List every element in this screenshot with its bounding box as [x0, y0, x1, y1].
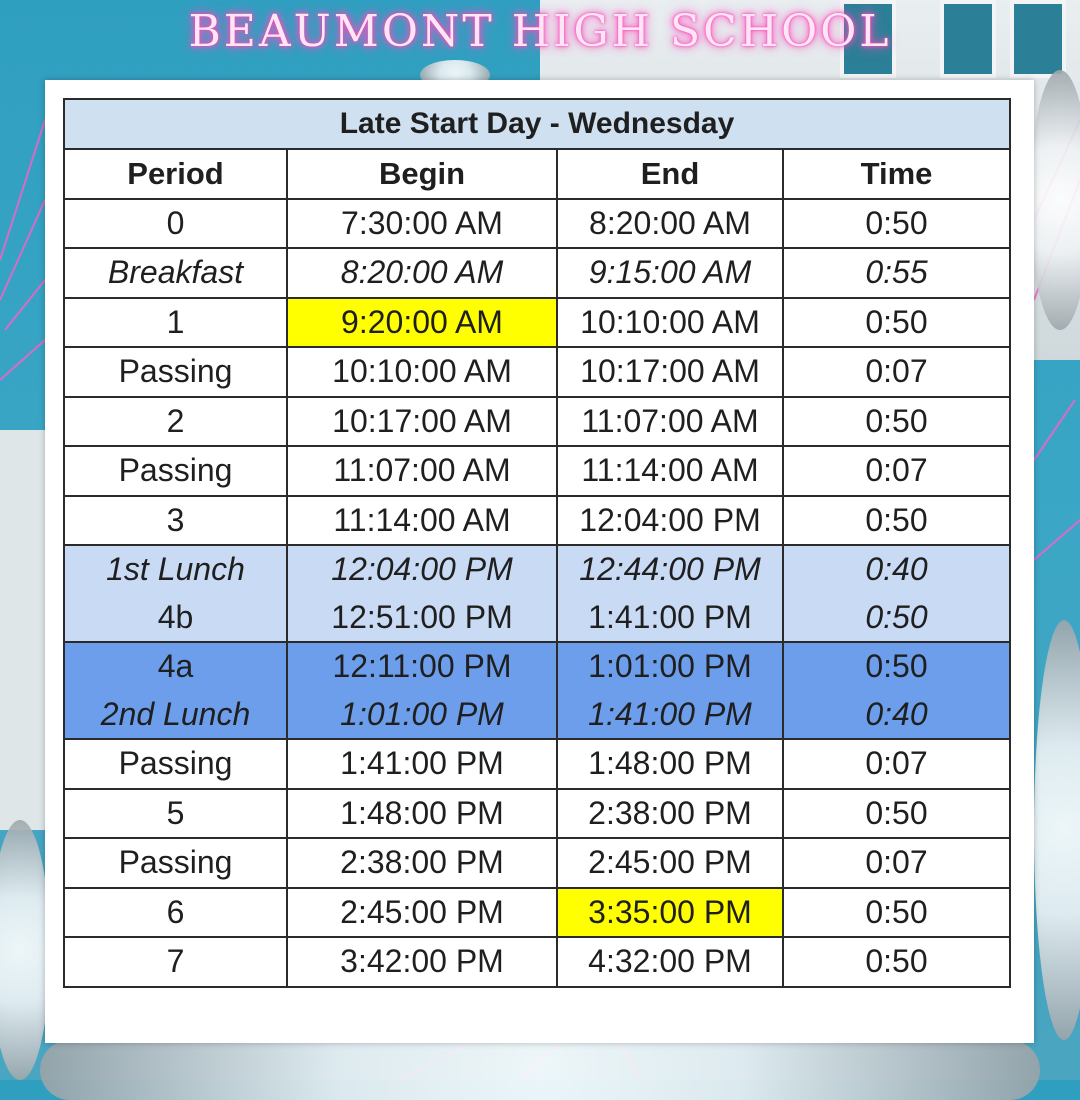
begin-cell: 11:14:00 AM	[287, 496, 557, 546]
end-cell: 11:07:00 AM	[557, 397, 783, 447]
period-cell: Passing	[64, 838, 287, 888]
table-row	[64, 739, 1010, 789]
table-row	[64, 937, 1010, 987]
begin-cell: 12:11:00 PM	[287, 642, 557, 691]
period-cell: 7	[64, 937, 287, 987]
begin-cell: 10:17:00 AM	[287, 397, 557, 447]
school-title: BEAUMONT HIGH SCHOOL	[188, 6, 892, 57]
table-row	[64, 888, 1010, 938]
table-row	[64, 838, 1010, 888]
period-cell: 4a	[64, 642, 287, 691]
period-cell: Passing	[64, 739, 287, 789]
time-cell: 0:50	[783, 594, 1010, 643]
begin-cell: 2:45:00 PM	[287, 888, 557, 938]
schedule-card	[45, 80, 1034, 1043]
end-cell: 9:15:00 AM	[557, 248, 783, 298]
period-cell: Passing	[64, 446, 287, 496]
table-row	[64, 642, 1010, 691]
time-cell: 0:07	[783, 347, 1010, 397]
end-cell: 11:14:00 AM	[557, 446, 783, 496]
begin-cell: 12:51:00 PM	[287, 594, 557, 643]
period-cell: 0	[64, 199, 287, 249]
table-row	[64, 496, 1010, 546]
time-cell: 0:50	[783, 496, 1010, 546]
time-cell: 0:07	[783, 838, 1010, 888]
time-cell: 0:50	[783, 937, 1010, 987]
end-cell: 10:17:00 AM	[557, 347, 783, 397]
end-cell: 4:32:00 PM	[557, 937, 783, 987]
time-cell: 0:07	[783, 446, 1010, 496]
table-row	[64, 248, 1010, 298]
end-cell: 1:48:00 PM	[557, 739, 783, 789]
column-header-time: Time	[783, 149, 1010, 199]
begin-cell: 12:04:00 PM	[287, 545, 557, 594]
period-cell: 4b	[64, 594, 287, 643]
end-cell: 1:01:00 PM	[557, 642, 783, 691]
period-cell: 2	[64, 397, 287, 447]
table-row	[64, 298, 1010, 348]
column-header-end: End	[557, 149, 783, 199]
end-cell: 2:38:00 PM	[557, 789, 783, 839]
end-cell-highlighted: 3:35:00 PM	[557, 888, 783, 938]
time-cell: 0:40	[783, 545, 1010, 594]
time-cell: 0:50	[783, 199, 1010, 249]
period-cell: 2nd Lunch	[64, 691, 287, 740]
time-cell: 0:50	[783, 642, 1010, 691]
begin-cell: 1:41:00 PM	[287, 739, 557, 789]
begin-cell: 1:01:00 PM	[287, 691, 557, 740]
column-header-period: Period	[64, 149, 287, 199]
begin-cell: 11:07:00 AM	[287, 446, 557, 496]
begin-cell: 2:38:00 PM	[287, 838, 557, 888]
end-cell: 10:10:00 AM	[557, 298, 783, 348]
period-cell: Breakfast	[64, 248, 287, 298]
period-cell: 6	[64, 888, 287, 938]
begin-cell: 1:48:00 PM	[287, 789, 557, 839]
period-cell: 3	[64, 496, 287, 546]
time-cell: 0:40	[783, 691, 1010, 740]
end-cell: 12:44:00 PM	[557, 545, 783, 594]
table-row	[64, 789, 1010, 839]
end-cell: 1:41:00 PM	[557, 691, 783, 740]
schedule-title: Late Start Day - Wednesday	[64, 99, 1010, 149]
table-row	[64, 397, 1010, 447]
table-row	[64, 594, 1010, 643]
period-cell: 1st Lunch	[64, 545, 287, 594]
period-cell: Passing	[64, 347, 287, 397]
period-cell: 1	[64, 298, 287, 348]
table-row	[64, 545, 1010, 594]
end-cell: 1:41:00 PM	[557, 594, 783, 643]
time-cell: 0:50	[783, 888, 1010, 938]
column-header-begin: Begin	[287, 149, 557, 199]
end-cell: 12:04:00 PM	[557, 496, 783, 546]
begin-cell: 10:10:00 AM	[287, 347, 557, 397]
table-row	[64, 347, 1010, 397]
time-cell: 0:55	[783, 248, 1010, 298]
begin-cell: 7:30:00 AM	[287, 199, 557, 249]
blossom-cluster	[40, 1040, 1040, 1100]
time-cell: 0:50	[783, 789, 1010, 839]
time-cell: 0:50	[783, 397, 1010, 447]
begin-cell: 8:20:00 AM	[287, 248, 557, 298]
time-cell: 0:07	[783, 739, 1010, 789]
time-cell: 0:50	[783, 298, 1010, 348]
begin-cell: 3:42:00 PM	[287, 937, 557, 987]
end-cell: 8:20:00 AM	[557, 199, 783, 249]
table-row	[64, 199, 1010, 249]
end-cell: 2:45:00 PM	[557, 838, 783, 888]
begin-cell-highlighted: 9:20:00 AM	[287, 298, 557, 348]
period-cell: 5	[64, 789, 287, 839]
table-row	[64, 446, 1010, 496]
schedule-table	[63, 98, 1011, 988]
table-row	[64, 691, 1010, 740]
